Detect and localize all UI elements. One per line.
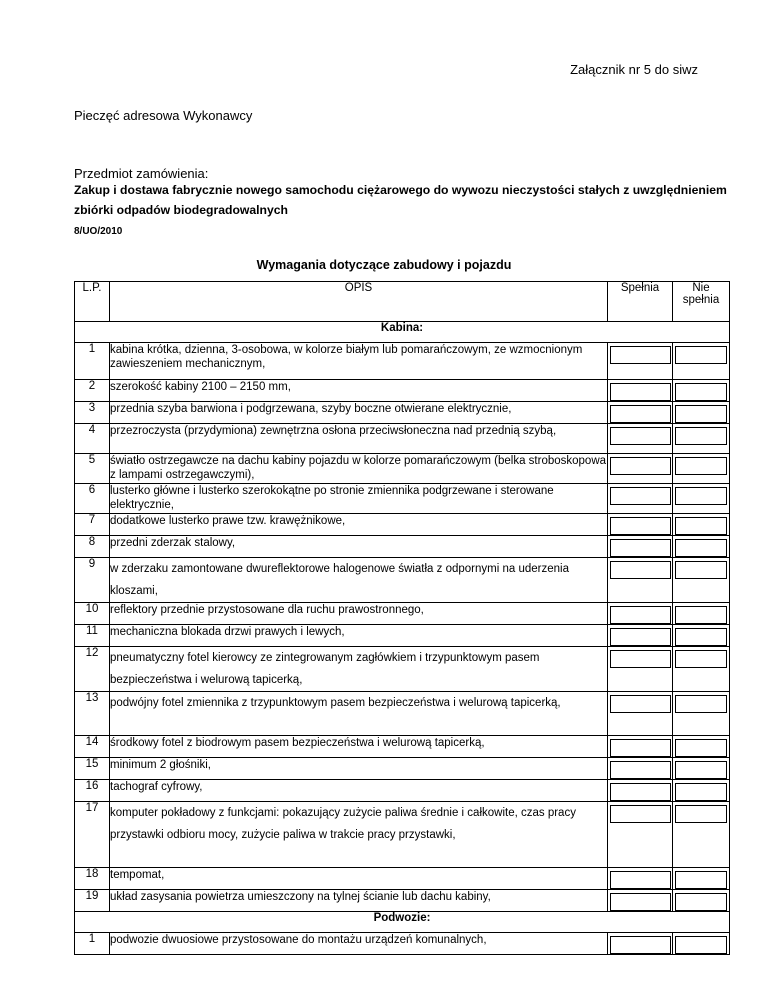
spelnia-checkbox[interactable]	[610, 517, 671, 535]
table-row	[75, 558, 730, 603]
spelnia-cell	[608, 758, 673, 780]
table-row	[75, 736, 730, 758]
spelnia-cell	[608, 890, 673, 912]
nie-spelnia-cell	[673, 380, 730, 402]
nie-spelnia-checkbox[interactable]	[675, 761, 727, 779]
table-row	[75, 780, 730, 802]
spelnia-cell	[608, 514, 673, 536]
spelnia-cell	[608, 484, 673, 514]
table-row	[75, 647, 730, 692]
nie-spelnia-cell	[673, 454, 730, 484]
row-number: 1	[75, 343, 110, 380]
row-description: światło ostrzegawcze na dachu kabiny pojazdu w kolorze pomarańczowym (belka stroboskopowa z lampami ostrzegawczymi),	[110, 454, 608, 484]
row-description: minimum 2 głośniki,	[110, 758, 608, 780]
row-number: 10	[75, 603, 110, 625]
spelnia-checkbox[interactable]	[610, 739, 671, 757]
table-row	[75, 484, 730, 514]
row-description: tempomat,	[110, 868, 608, 890]
spelnia-checkbox[interactable]	[610, 695, 671, 713]
subject-label: Przedmiot zamówienia:	[74, 166, 209, 181]
row-description: mechaniczna blokada drzwi prawych i lewych,	[110, 625, 608, 647]
table-header-row	[75, 282, 730, 322]
row-description: lusterko główne i lusterko szerokokątne po stronie zmiennika podgrzewane i sterowane elektrycznie,	[110, 484, 608, 514]
row-description: kabina krótka, dzienna, 3-osobowa, w kolorze białym lub pomarańczowym, ze wzmocnionym zawieszeniem mechanicznym,	[110, 343, 608, 380]
nie-spelnia-cell	[673, 402, 730, 424]
spelnia-checkbox[interactable]	[610, 539, 671, 557]
row-number: 11	[75, 625, 110, 647]
spelnia-cell	[608, 454, 673, 484]
row-number: 16	[75, 780, 110, 802]
nie-spelnia-checkbox[interactable]	[675, 936, 727, 954]
row-description: przezroczysta (przydymiona) zewnętrzna osłona przeciwsłoneczna nad przednią szybą,	[110, 424, 608, 454]
row-description: podwójny fotel zmiennika z trzypunktowym pasem bezpieczeństwa i welurową tapicerką,	[110, 692, 608, 736]
row-description: przednia szyba barwiona i podgrzewana, szyby boczne otwierane elektrycznie,	[110, 402, 608, 424]
nie-spelnia-checkbox[interactable]	[675, 783, 727, 801]
nie-spelnia-checkbox[interactable]	[675, 539, 727, 557]
reference-number: 8/UO/2010	[74, 226, 123, 237]
spelnia-checkbox[interactable]	[610, 405, 671, 423]
row-number: 19	[75, 890, 110, 912]
nie-spelnia-cell	[673, 424, 730, 454]
row-description: pneumatyczny fotel kierowcy ze zintegrowanym zagłówkiem i trzypunktowym pasem bezpieczeństwa i welurową tapicerką,	[110, 647, 608, 692]
spelnia-checkbox[interactable]	[610, 783, 671, 801]
nie-spelnia-checkbox[interactable]	[675, 487, 727, 505]
nie-spelnia-cell	[673, 558, 730, 603]
table-row	[75, 625, 730, 647]
nie-spelnia-cell	[673, 514, 730, 536]
spelnia-checkbox[interactable]	[610, 628, 671, 646]
row-number: 15	[75, 758, 110, 780]
row-number: 6	[75, 484, 110, 514]
nie-spelnia-checkbox[interactable]	[675, 427, 727, 445]
spelnia-cell	[608, 343, 673, 380]
nie-spelnia-cell	[673, 780, 730, 802]
nie-spelnia-checkbox[interactable]	[675, 871, 727, 889]
nie-spelnia-checkbox[interactable]	[675, 606, 727, 624]
spelnia-checkbox[interactable]	[610, 561, 671, 579]
row-description: tachograf cyfrowy,	[110, 780, 608, 802]
table-row	[75, 933, 730, 955]
spelnia-checkbox[interactable]	[610, 487, 671, 505]
row-number: 17	[75, 802, 110, 868]
nie-spelnia-checkbox[interactable]	[675, 893, 727, 911]
spelnia-checkbox[interactable]	[610, 805, 671, 823]
nie-spelnia-cell	[673, 536, 730, 558]
table-row	[75, 603, 730, 625]
nie-spelnia-checkbox[interactable]	[675, 405, 727, 423]
nie-spelnia-checkbox[interactable]	[675, 650, 727, 668]
row-description: reflektory przednie przystosowane dla ruchu prawostronnego,	[110, 603, 608, 625]
row-number: 9	[75, 558, 110, 603]
row-description: układ zasysania powietrza umieszczony na tylnej ścianie lub dachu kabiny,	[110, 890, 608, 912]
nie-spelnia-checkbox[interactable]	[675, 739, 727, 757]
table-row	[75, 514, 730, 536]
row-number: 13	[75, 692, 110, 736]
spelnia-cell	[608, 625, 673, 647]
row-number: 1	[75, 933, 110, 955]
nie-spelnia-checkbox[interactable]	[675, 805, 727, 823]
spelnia-cell	[608, 603, 673, 625]
row-number: 4	[75, 424, 110, 454]
nie-spelnia-cell	[673, 758, 730, 780]
contractor-stamp-label: Pieczęć adresowa Wykonawcy	[74, 108, 253, 123]
table-row	[75, 343, 730, 380]
annex-label: Załącznik nr 5 do siwz	[570, 62, 698, 77]
section-row	[75, 322, 730, 343]
row-description: podwozie dwuosiowe przystosowane do montażu urządzeń komunalnych,	[110, 933, 608, 955]
subject-title: Zakup i dostawa fabrycznie nowego samochodu ciężarowego do wywozu nieczystości stałych z uwzględnieniem zbiórki odpadów biodegradowalnych	[74, 183, 727, 217]
nie-spelnia-cell	[673, 343, 730, 380]
row-number: 5	[75, 454, 110, 484]
spelnia-cell	[608, 780, 673, 802]
spelnia-cell	[608, 424, 673, 454]
row-number: 3	[75, 402, 110, 424]
nie-spelnia-cell	[673, 692, 730, 736]
section-title: Kabina:	[75, 322, 730, 343]
nie-spelnia-checkbox[interactable]	[675, 346, 727, 364]
nie-spelnia-checkbox[interactable]	[675, 561, 727, 579]
header-opis: OPIS	[110, 282, 608, 322]
row-number: 12	[75, 647, 110, 692]
section-row	[75, 912, 730, 933]
row-number: 2	[75, 380, 110, 402]
nie-spelnia-cell	[673, 933, 730, 955]
spelnia-checkbox[interactable]	[610, 606, 671, 624]
nie-spelnia-cell	[673, 736, 730, 758]
nie-spelnia-cell	[673, 603, 730, 625]
nie-spelnia-cell	[673, 890, 730, 912]
spelnia-cell	[608, 933, 673, 955]
nie-spelnia-cell	[673, 625, 730, 647]
row-number: 7	[75, 514, 110, 536]
table-row	[75, 380, 730, 402]
row-description: środkowy fotel z biodrowym pasem bezpieczeństwa i welurową tapicerką,	[110, 736, 608, 758]
row-number: 14	[75, 736, 110, 758]
spelnia-checkbox[interactable]	[610, 383, 671, 401]
table-row	[75, 802, 730, 868]
row-number: 8	[75, 536, 110, 558]
row-number: 18	[75, 868, 110, 890]
nie-spelnia-checkbox[interactable]	[675, 457, 727, 475]
requirements-title: Wymagania dotyczące zabudowy i pojazdu	[256, 258, 512, 272]
row-description: w zderzaku zamontowane dwureflektorowe halogenowe światła z odpornymi na uderzenia kloszami,	[110, 558, 608, 603]
spelnia-cell	[608, 402, 673, 424]
spelnia-checkbox[interactable]	[610, 936, 671, 954]
row-description: szerokość kabiny 2100 – 2150 mm,	[110, 380, 608, 402]
nie-spelnia-cell	[673, 647, 730, 692]
spelnia-cell	[608, 380, 673, 402]
table-row	[75, 890, 730, 912]
row-description: przedni zderzak stalowy,	[110, 536, 608, 558]
nie-spelnia-checkbox[interactable]	[675, 383, 727, 401]
spelnia-checkbox[interactable]	[610, 761, 671, 779]
spelnia-cell	[608, 536, 673, 558]
table-row	[75, 402, 730, 424]
spelnia-checkbox[interactable]	[610, 427, 671, 445]
spelnia-checkbox[interactable]	[610, 650, 671, 668]
table-row	[75, 424, 730, 454]
spelnia-cell	[608, 647, 673, 692]
table-row	[75, 868, 730, 890]
table-row	[75, 692, 730, 736]
spelnia-cell	[608, 692, 673, 736]
spelnia-checkbox[interactable]	[610, 346, 671, 364]
section-title: Podwozie:	[75, 912, 730, 933]
table-row	[75, 536, 730, 558]
table-row	[75, 454, 730, 484]
requirements-table	[74, 281, 730, 955]
row-description: komputer pokładowy z funkcjami: pokazujący zużycie paliwa średnie i całkowite, czas pracy przystawki odbioru mocy, zużycie paliwa w trakcie pracy przystawki,	[110, 802, 608, 868]
spelnia-checkbox[interactable]	[610, 871, 671, 889]
table-row	[75, 758, 730, 780]
header-spelnia: Spełnia	[608, 282, 673, 322]
nie-spelnia-cell	[673, 868, 730, 890]
nie-spelnia-checkbox[interactable]	[675, 628, 727, 646]
nie-spelnia-cell	[673, 484, 730, 514]
spelnia-cell	[608, 558, 673, 603]
nie-spelnia-cell	[673, 802, 730, 868]
spelnia-checkbox[interactable]	[610, 893, 671, 911]
spelnia-cell	[608, 868, 673, 890]
spelnia-cell	[608, 736, 673, 758]
nie-spelnia-checkbox[interactable]	[675, 695, 727, 713]
spelnia-checkbox[interactable]	[610, 457, 671, 475]
row-description: dodatkowe lusterko prawe tzw. krawężnikowe,	[110, 514, 608, 536]
header-lp: L.P.	[75, 282, 110, 322]
header-nie-spelnia: Nie spełnia	[673, 282, 730, 322]
nie-spelnia-checkbox[interactable]	[675, 517, 727, 535]
spelnia-cell	[608, 802, 673, 868]
